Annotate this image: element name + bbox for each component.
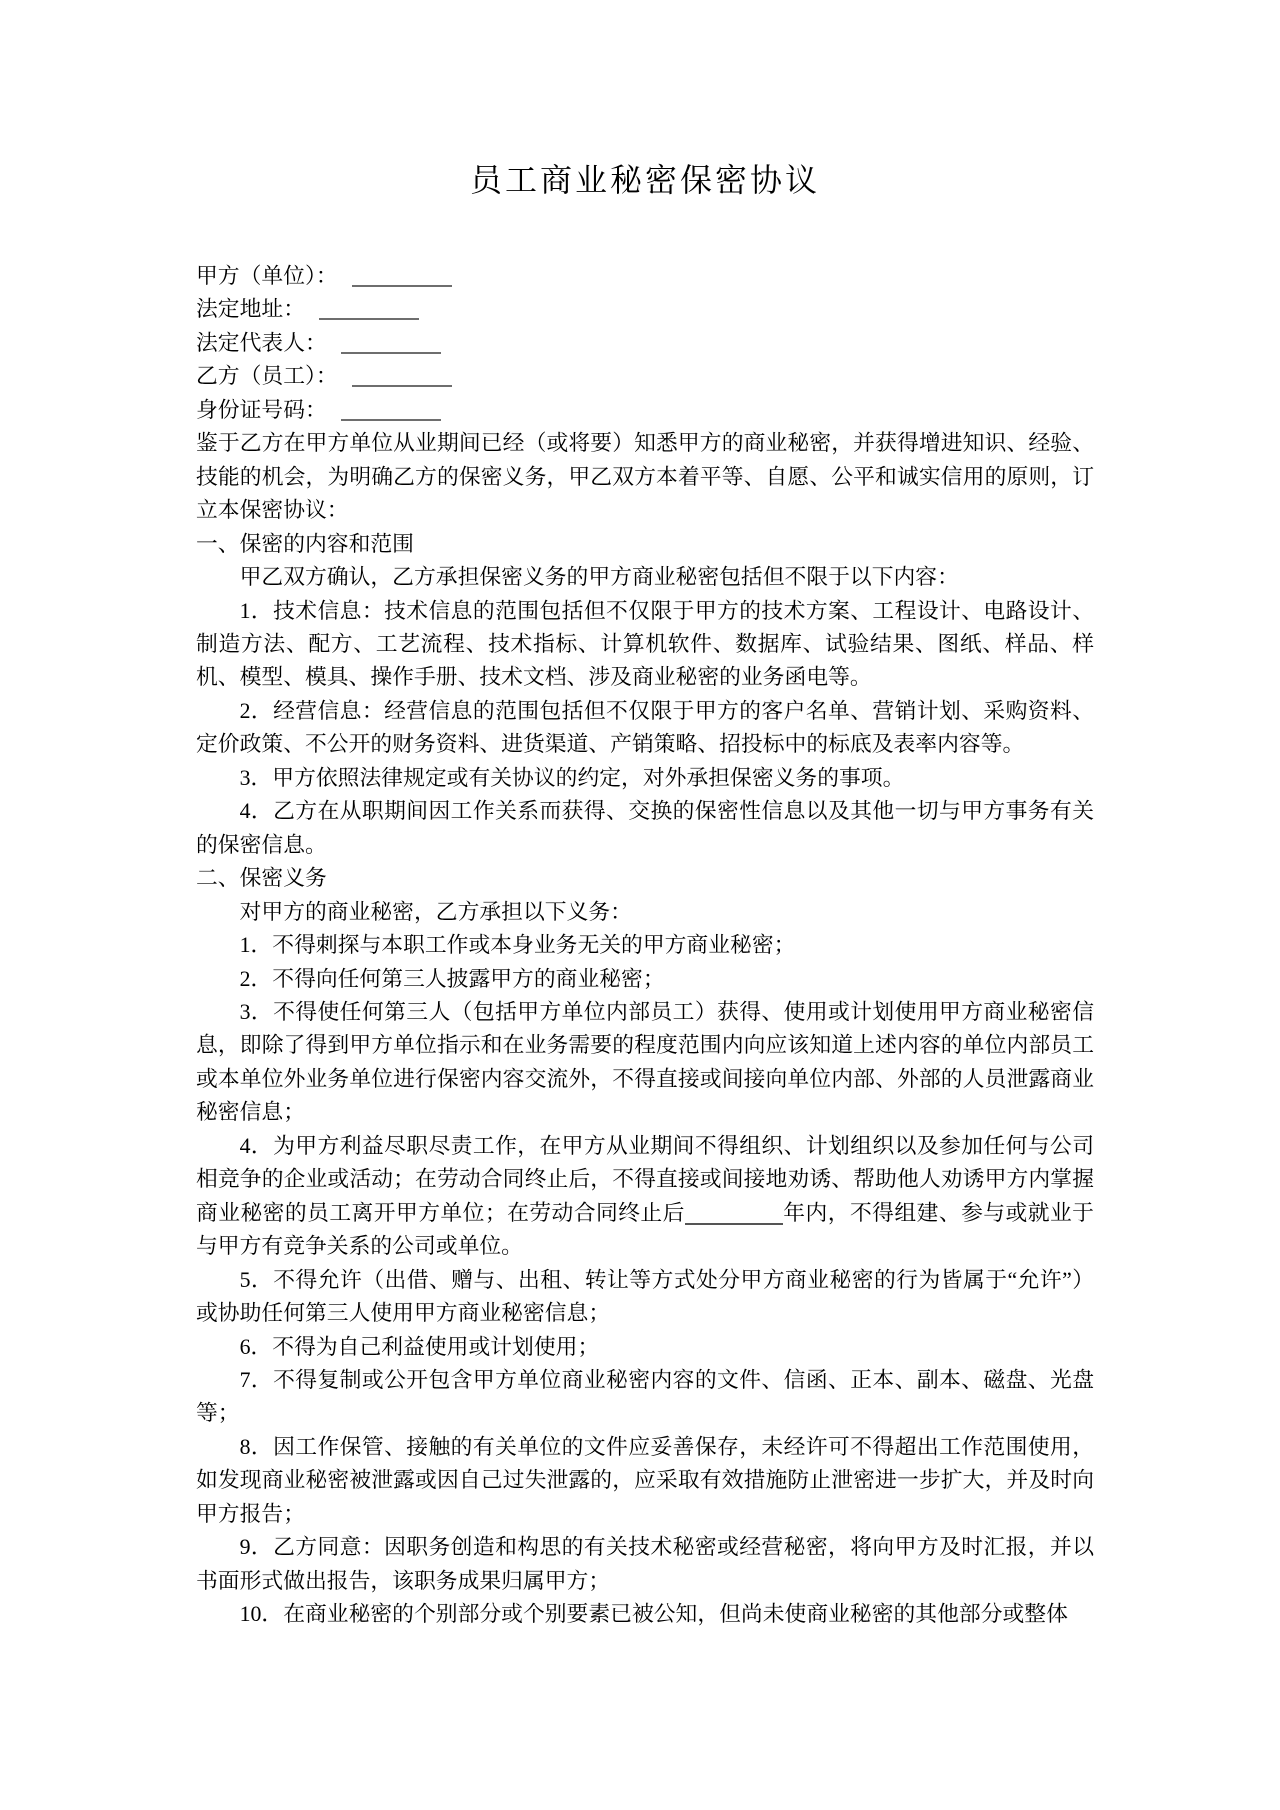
years-blank-line[interactable] <box>685 1203 783 1225</box>
section1-clause-2-business-info: 2．经营信息：经营信息的范围包括但不仅限于甲方的客户名单、营销计划、采购资料、定价政策、不公开的财务资料、进货渠道、产销策略、招投标中的标底及表率内容等。 <box>196 698 1094 757</box>
section2-clause-8-safekeeping: 8．因工作保管、接触的有关单位的文件应妥善保存，未经许可不得超出工作范围使用，如发现商业秘密被泄露或因自己过失泄露的，应采取有效措施防止泄密进一步扩大，并及时向甲方报告； <box>196 1434 1094 1526</box>
section2-clause-2-no-disclosure: 2．不得向任何第三人披露甲方的商业秘密； <box>239 966 665 991</box>
section2-clause-9-report-inventions: 9．乙方同意：因职务创造和构思的有关技术秘密或经营秘密，将向甲方及时汇报，并以书面形式做出报告，该职务成果归属甲方； <box>196 1535 1094 1593</box>
section2-heading: 二、保密义务 <box>196 866 327 891</box>
id-number-label: 身份证号码： <box>196 397 327 422</box>
field-row-party-a <box>196 260 1094 293</box>
document-title: 员工商业秘密保密协议 <box>469 162 820 198</box>
section2-clause-7-no-copying: 7．不得复制或公开包含甲方单位商业秘密内容的文件、信函、正本、副本、磁盘、光盘等； <box>196 1367 1094 1426</box>
clause-4-text-after-blank: 年内，不得组建、参与或就业于与甲方有竞争关系的公司或单位。 <box>196 1200 1094 1259</box>
section1-clause-1-technical-info: 1．技术信息：技术信息的范围包括但不仅限于甲方的技术方案、工程设计、电路设计、制造方法、配方、工艺流程、技术指标、计算机软件、数据库、试验结果、图纸、样品、样机、模型、模具、操作手册、技术文档、涉及商业秘密的业务函电等。 <box>196 598 1094 690</box>
field-row-party-b <box>196 360 1094 393</box>
section2-clause-3-no-third-party-use: 3．不得使任何第三人（包括甲方单位内部员工）获得、使用或计划使用甲方商业秘密信息，即除了得到甲方单位指示和在业务需要的程度范围内向应该知道上述内容的单位内部员工或本单位外业务单位进行保密内容交流外，不得直接或间接向单位内部、外部的人员泄露商业秘密信息； <box>196 999 1094 1125</box>
section2-clause-6-no-self-use: 6．不得为自己利益使用或计划使用； <box>239 1334 600 1359</box>
section2-clause-1-no-prying: 1．不得刺探与本职工作或本身业务无关的甲方商业秘密； <box>239 933 796 958</box>
field-row-legal-representative <box>196 327 1094 360</box>
clause-4-text-before-blank: 4．为甲方利益尽职尽责工作，在甲方从业期间不得组织、计划组织以及参加任何与公司相竞争的企业或活动；在劳动合同终止后，不得直接或间接地劝诱、帮助他人劝诱甲方内掌握商业秘密的员工离开甲方单位；在劳动合同终止后 <box>196 1133 1094 1225</box>
legal-representative-label: 法定代表人： <box>196 330 327 355</box>
party-b-blank-line[interactable] <box>352 365 452 387</box>
party-a-label: 甲方（单位）： <box>196 264 338 288</box>
field-row-id-number <box>196 394 1094 427</box>
section1-clause-3-legal-obligations: 3．甲方依照法律规定或有关协议的约定，对外承担保密义务的事项。 <box>239 765 905 790</box>
section2-clause-10-partial-disclosure: 10．在商业秘密的个别部分或个别要素已被公知，但尚未使商业秘密的其他部分或整体 <box>239 1602 1068 1627</box>
section2-clause-4-noncompete <box>196 1130 1094 1264</box>
party-a-blank-line[interactable] <box>352 265 452 287</box>
legal-address-blank-line[interactable] <box>319 298 419 320</box>
legal-address-label: 法定地址： <box>196 297 305 322</box>
field-row-legal-address <box>196 293 1094 326</box>
section1-clause-4-other-info: 4．乙方在从职期间因工作关系而获得、交换的保密性信息以及其他一切与甲方事务有关的保密信息。 <box>196 799 1094 857</box>
section1-lead: 甲乙双方确认，乙方承担保密义务的甲方商业秘密包括但不限于以下内容： <box>239 565 959 590</box>
id-number-blank-line[interactable] <box>341 399 441 421</box>
legal-representative-blank-line[interactable] <box>341 332 441 354</box>
section2-clause-5-no-permission: 5．不得允许（出借、赠与、出租、转让等方式处分甲方商业秘密的行为皆属于“允许”）或协助任何第三人使用甲方商业秘密信息； <box>196 1267 1094 1326</box>
party-b-label: 乙方（员工）： <box>196 364 338 389</box>
section1-heading: 一、保密的内容和范围 <box>196 531 414 556</box>
section2-lead: 对甲方的商业秘密，乙方承担以下义务： <box>239 899 632 924</box>
intro-paragraph: 鉴于乙方在甲方单位从业期间已经（或将要）知悉甲方的商业秘密，并获得增进知识、经验、技能的机会，为明确乙方的保密义务，甲乙双方本着平等、自愿、公平和诚实信用的原则，订立本保密协议： <box>196 431 1094 523</box>
